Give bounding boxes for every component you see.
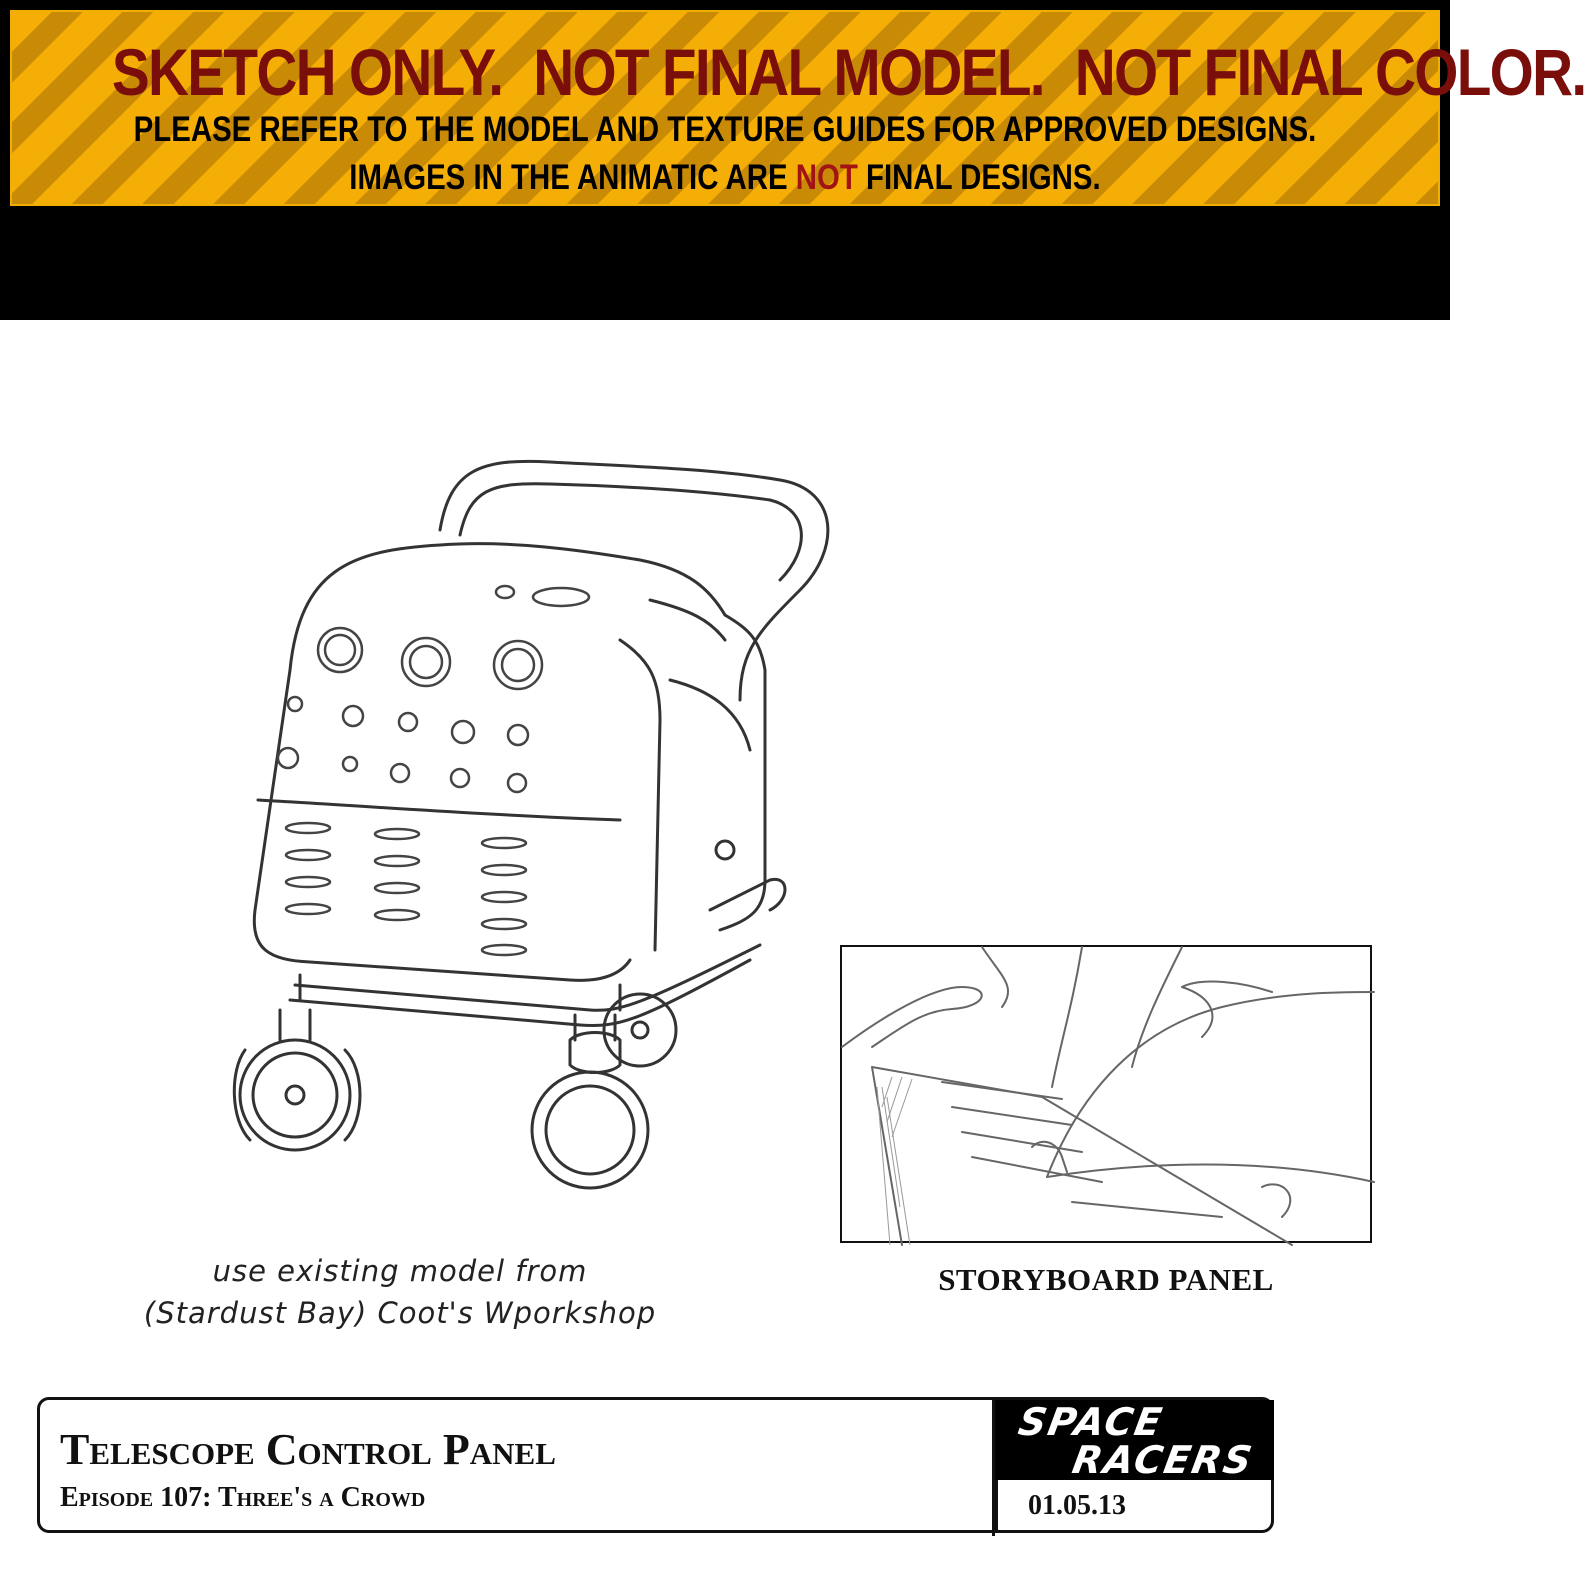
- banner-headline-model: NOT FINAL MODEL.: [533, 35, 1044, 109]
- banner-refer-line: PLEASE REFER TO THE MODEL AND TEXTURE GUIDES FOR APPROVED DESIGNS.: [133, 110, 1317, 149]
- banner-animatic-line: [126, 158, 1324, 198]
- drawing-title: Telescope Control Panel: [60, 1425, 556, 1474]
- storyboard-sketch: [842, 947, 1374, 1245]
- logo-line-2: RACERS: [1069, 1438, 1257, 1482]
- sketch-handwritten-note: [110, 1250, 690, 1334]
- warning-banner: [0, 0, 1585, 320]
- sketch-note-line-1: use existing model from: [212, 1254, 588, 1288]
- episode-subtitle: Episode 107: Three's a Crowd: [60, 1482, 426, 1513]
- drawing-date: 01.05.13: [1028, 1490, 1126, 1521]
- banner-headline-sketch: SKETCH ONLY.: [111, 35, 503, 109]
- show-logo: [995, 1400, 1274, 1480]
- storyboard-caption: STORYBOARD PANEL: [938, 1262, 1274, 1297]
- date-box: [995, 1480, 1274, 1533]
- banner-animatic-not: NOT: [795, 158, 858, 197]
- hazard-stripes: [10, 10, 1585, 206]
- banner-headline: [111, 34, 1585, 110]
- banner-animatic-text-b: FINAL DESIGNS.: [857, 158, 1101, 197]
- banner-animatic-text-a: IMAGES IN THE ANIMATIC ARE: [349, 158, 796, 197]
- storyboard-panel: [840, 945, 1372, 1243]
- logo-line-1: SPACE: [1015, 1400, 1167, 1444]
- control-panel-cart-sketch: [150, 440, 850, 1220]
- banner-headline-color: NOT FINAL COLOR.: [1074, 35, 1585, 109]
- title-block: [37, 1397, 1274, 1533]
- sketch-note-line-2: (Stardust Bay) Coot's Wporkshop: [143, 1296, 657, 1330]
